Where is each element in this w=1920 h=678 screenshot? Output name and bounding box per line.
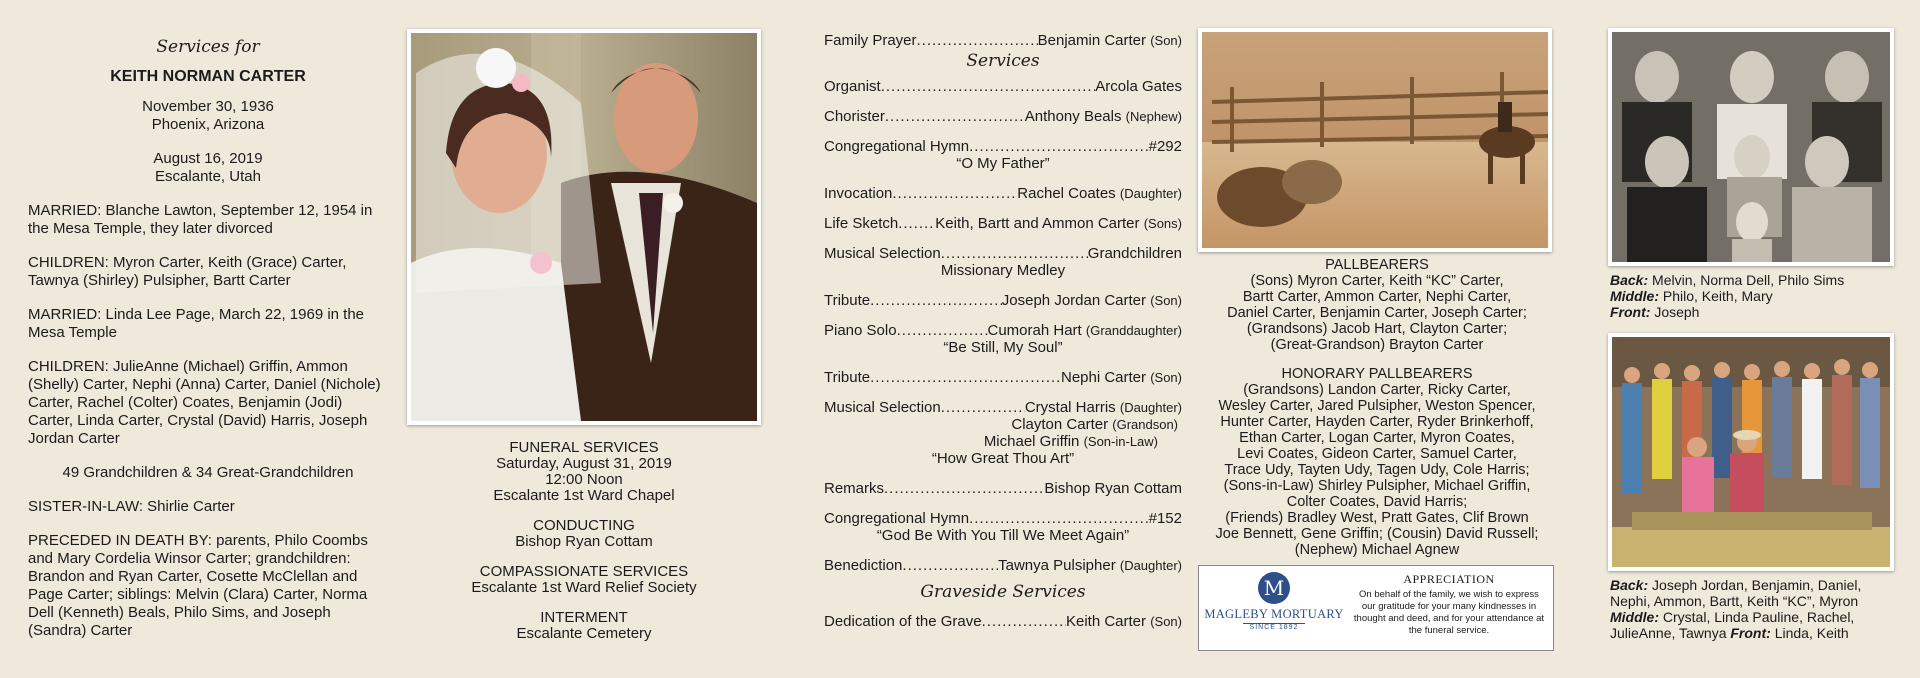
music-2-performer-3 [824, 433, 1158, 450]
program-label: Dedication of the Grave [824, 613, 982, 630]
appreciation-box [1198, 565, 1554, 651]
siblings-photo-image [1612, 32, 1890, 262]
pallbearers-column [1198, 0, 1556, 678]
mortuary-logo [1203, 572, 1345, 631]
pallbearers-line: (Grandsons) Jacob Hart, Clayton Carter; [1246, 321, 1508, 337]
hymn-title: “God Be With You Till We Meet Again” [876, 527, 1130, 544]
wedding-photo [407, 29, 761, 425]
program-label: Benediction [824, 557, 903, 574]
program-name: Rachel Coates [1017, 185, 1116, 202]
program-relation: (Daughter) [1119, 186, 1182, 201]
program-name: Tawnya Pulsipher [998, 557, 1116, 574]
program-label: Family Prayer [824, 32, 917, 49]
appreciation-title: APPRECIATION [1403, 572, 1495, 586]
deceased-name: KEITH NORMAN CARTER [110, 68, 306, 85]
funeral-title: FUNERAL SERVICES [509, 439, 659, 456]
interment-title: INTERMENT [540, 609, 628, 626]
honorary-line: (Sons-in-Law) Shirley Pulsipher, Michael Griffin, [1223, 478, 1531, 494]
program-name: Clayton Carter [1011, 416, 1109, 433]
program-row-invocation [824, 185, 1182, 202]
family-photo-image [1612, 337, 1890, 567]
sister-in-law: SISTER-IN-LAW: Shirlie Carter [28, 498, 235, 515]
program-label: Invocation [824, 185, 893, 202]
program-name: Keith Carter [1065, 613, 1147, 630]
program-row-hymn-1 [824, 138, 1182, 155]
program-row-tribute-2 [824, 369, 1182, 386]
program-column [824, 0, 1182, 678]
honorary-title: HONORARY PALLBEARERS [1281, 366, 1473, 382]
program-label: Organist [824, 78, 881, 95]
program-label: Piano Solo [824, 322, 897, 339]
first-marriage: MARRIED: Blanche Lawton, September 12, 1954 in the Mesa Temple, they later divorced [28, 202, 373, 237]
birth-date: November 30, 1936 [142, 98, 274, 115]
conducting-title: CONDUCTING [533, 517, 635, 534]
pallbearers-line: (Great-Grandson) Brayton Carter [1270, 337, 1484, 353]
program-label: Congregational Hymn [824, 138, 970, 155]
program-relation: (Daughter) [1119, 558, 1182, 573]
second-marriage: MARRIED: Linda Lee Page, March 22, 1969 in the Mesa Temple [28, 306, 365, 341]
program-row-benediction [824, 557, 1182, 574]
first-children: CHILDREN: Myron Carter, Keith (Grace) Carter, Tawnya (Shirley) Pulsipher, Bartt Carter [28, 254, 347, 289]
honorary-line: Colter Coates, David Harris; [1286, 494, 1468, 510]
family-photo [1608, 333, 1894, 571]
pallbearers-line: Daniel Carter, Benjamin Carter, Joseph Carter; [1227, 305, 1527, 321]
funeral-services-info [405, 440, 763, 642]
caption-label: Back: [1610, 577, 1649, 593]
appreciation-text: On behalf of the family, we wish to express our gratitude for your many kindnesses in thought and deed, and for your attendance at the funeral service. [1353, 589, 1545, 636]
piano-title: “Be Still, My Soul” [943, 339, 1063, 356]
program-name: Joseph Jordan Carter [1001, 292, 1147, 309]
honorary-line: Hunter Carter, Hayden Carter, Ryder Brinkerhoff, [1220, 414, 1534, 430]
program-label: Congregational Hymn [824, 510, 970, 527]
honorary-line: (Nephew) Michael Agnew [1294, 542, 1460, 558]
program-name: Benjamin Carter [1037, 32, 1147, 49]
compassionate-name: Escalante 1st Ward Relief Society [471, 579, 697, 596]
pallbearers-block [1198, 257, 1556, 558]
music-2-performer-2 [824, 416, 1178, 433]
program-label: Musical Selection [824, 245, 941, 262]
program-row-remarks [824, 480, 1182, 497]
program-relation: (Daughter) [1119, 400, 1182, 415]
program-relation: (Sons) [1143, 216, 1182, 231]
mortuary-monogram-icon: M [1258, 572, 1290, 604]
caption-line [1610, 577, 1894, 609]
program-row-music-1 [824, 245, 1182, 262]
caption-label: Back: [1610, 272, 1649, 288]
siblings-photo [1608, 28, 1894, 266]
honorary-line: Ethan Carter, Logan Carter, Myron Coates, [1239, 430, 1515, 446]
preceded-in-death: PRECEDED IN DEATH BY: parents, Philo Coombs and Mary Cordelia Winsor Carter; grandchildren: Brandon and Ryan Carter, Cosette McClellan and Page Carter; siblings: Melvin (Clara) Carter, Norma Dell (Kenneth) Beals, Philo Sims, and Joseph (Sandra) Carter [28, 532, 368, 639]
grandchildren-count: 49 Grandchildren & 34 Great-Grandchildren [62, 464, 354, 481]
program-relation: (Grandson) [1112, 417, 1178, 432]
program-relation: (Son) [1150, 370, 1182, 385]
honorary-line: Joe Bennett, Gene Griffin; (Cousin) David Russell; [1215, 526, 1539, 542]
honorary-line: Trace Udy, Tayten Udy, Tagen Udy, Cole Harris; [1224, 462, 1530, 478]
program-relation: (Granddaughter) [1085, 323, 1182, 338]
caption-label: Front: [1610, 304, 1651, 320]
program-name: Keith, Bartt and Ammon Carter [935, 215, 1140, 232]
birth-info [28, 98, 388, 134]
program-name: Anthony Beals [1024, 108, 1122, 125]
appreciation-message [1351, 572, 1547, 637]
honorary-line: (Grandsons) Landon Carter, Ricky Carter, [1243, 382, 1511, 398]
caption-text: Joseph [1654, 304, 1700, 320]
funeral-place: Escalante 1st Ward Chapel [493, 487, 675, 504]
mortuary-since: SINCE 1892 [1243, 623, 1305, 631]
program-name: Arcola Gates [1095, 78, 1182, 95]
program-relation: (Nephew) [1125, 109, 1182, 124]
program-row-tribute-1 [824, 292, 1182, 309]
death-place: Escalante, Utah [155, 168, 261, 185]
program-row-life-sketch [824, 215, 1182, 232]
program-name: Nephi Carter [1060, 369, 1147, 386]
family-caption [1610, 577, 1894, 641]
program-row-family-prayer [824, 32, 1182, 49]
program-relation: (Son) [1150, 33, 1182, 48]
program-row-chorister [824, 108, 1182, 125]
program-name: Grandchildren [1087, 245, 1182, 262]
funeral-date: Saturday, August 31, 2019 [496, 455, 672, 472]
caption-label: Middle: [1610, 288, 1659, 304]
honorary-line: Wesley Carter, Jared Pulsipher, Weston Spencer, [1218, 398, 1536, 414]
hymn-title: “O My Father” [956, 155, 1050, 172]
caption-label: Middle: [1610, 609, 1659, 625]
obituary-column [28, 0, 388, 678]
caption-text: Crystal, Linda Pauline, Rachel, JulieAnne, Tawnya [1610, 609, 1855, 641]
music-title: “How Great Thou Art” [931, 450, 1075, 467]
services-heading: Services [966, 51, 1040, 71]
program-label: Chorister [824, 108, 885, 125]
music-title: Missionary Medley [940, 262, 1066, 279]
corral-photo [1198, 28, 1552, 252]
program-label: Life Sketch [824, 215, 899, 232]
corral-photo-image [1202, 32, 1548, 248]
conducting-name: Bishop Ryan Cottam [515, 533, 653, 550]
program-name: Michael Griffin [983, 433, 1080, 450]
program-row-piano [824, 322, 1182, 339]
program-relation: (Son) [1150, 293, 1182, 308]
birth-place: Phoenix, Arizona [151, 116, 265, 133]
mortuary-name: MAGLEBY MORTUARY [1204, 607, 1344, 621]
program-row-music-2 [824, 399, 1182, 416]
program-label: Tribute [824, 369, 871, 386]
caption-label: Front: [1730, 625, 1771, 641]
caption-line [1610, 304, 1894, 320]
program-relation: (Son) [1150, 614, 1182, 629]
hymn-number: #152 [1148, 510, 1182, 527]
caption-line [1610, 609, 1894, 641]
honorary-line: Levi Coates, Gideon Carter, Samuel Carter, [1237, 446, 1517, 462]
caption-line [1610, 288, 1894, 304]
compassionate-title: COMPASSIONATE SERVICES [479, 563, 689, 580]
program-row-hymn-2 [824, 510, 1182, 527]
caption-line [1610, 272, 1894, 288]
program-row-organist [824, 78, 1182, 95]
pallbearers-title: PALLBEARERS [1325, 257, 1429, 273]
caption-text: Linda, Keith [1774, 625, 1849, 641]
program-row-dedication [824, 613, 1182, 630]
program-name: Crystal Harris [1024, 399, 1116, 416]
death-date: August 16, 2019 [153, 150, 263, 167]
hymn-number: #292 [1148, 138, 1182, 155]
pallbearers-line: (Sons) Myron Carter, Keith “KC” Carter, [1250, 273, 1504, 289]
program-label: Remarks [824, 480, 885, 497]
program-name: Bishop Ryan Cottam [1044, 480, 1182, 497]
program-relation: (Son-in-Law) [1083, 434, 1158, 449]
caption-text: Philo, Keith, Mary [1662, 288, 1773, 304]
program-name: Cumorah Hart [987, 322, 1082, 339]
siblings-caption [1610, 272, 1894, 320]
wedding-column [405, 0, 763, 678]
caption-text: Joseph Jordan, Benjamin, Daniel, Nephi, Ammon, Bartt, Keith “KC”, Myron [1610, 577, 1862, 609]
services-for-heading: Services for [156, 37, 260, 57]
honorary-line: (Friends) Bradley West, Pratt Gates, Clif Brown [1225, 510, 1529, 526]
interment-place: Escalante Cemetery [516, 625, 652, 642]
program-label: Tribute [824, 292, 871, 309]
program-label: Musical Selection [824, 399, 941, 416]
second-children: CHILDREN: JulieAnne (Michael) Griffin, Ammon (Shelly) Carter, Nephi (Anna) Carter, Daniel (Nichole) Carter, Rachel (Colter) Coates, Benjamin (Jodi) Carter, Linda Carter, Crystal (David) Harris, Joseph Jordan Carter [28, 358, 381, 447]
death-info [28, 150, 388, 186]
funeral-time: 12:00 Noon [545, 471, 623, 488]
caption-text: Melvin, Norma Dell, Philo Sims [1652, 272, 1845, 288]
family-photos-column [1608, 0, 1894, 678]
graveside-heading: Graveside Services [920, 582, 1086, 602]
pallbearers-line: Bartt Carter, Ammon Carter, Nephi Carter, [1242, 289, 1512, 305]
wedding-photo-image [411, 33, 757, 421]
